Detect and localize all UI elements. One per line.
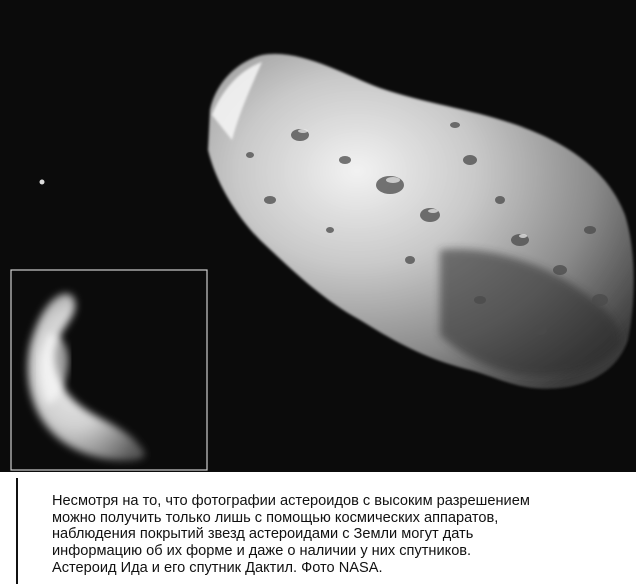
dactyl-moon — [40, 180, 45, 185]
dactyl-inset — [11, 270, 207, 470]
caption-line-1: Несмотря на то, что фотографии астероидов с высоким разрешением — [52, 493, 530, 509]
caption-divider — [16, 478, 18, 584]
photo-caption — [52, 493, 622, 577]
caption-line-4: информацию об их форме и даже о наличии у них спутников. — [52, 543, 472, 560]
caption-line-2: можно получить только лишь с помощью космических аппаратов, — [52, 509, 499, 526]
caption-line-3: наблюдения покрытий звезд астероидами с Земли могут дать — [52, 526, 474, 543]
caption-line-5: Астероид Ида и его спутник Дактил. Фото NASA. — [52, 559, 383, 576]
